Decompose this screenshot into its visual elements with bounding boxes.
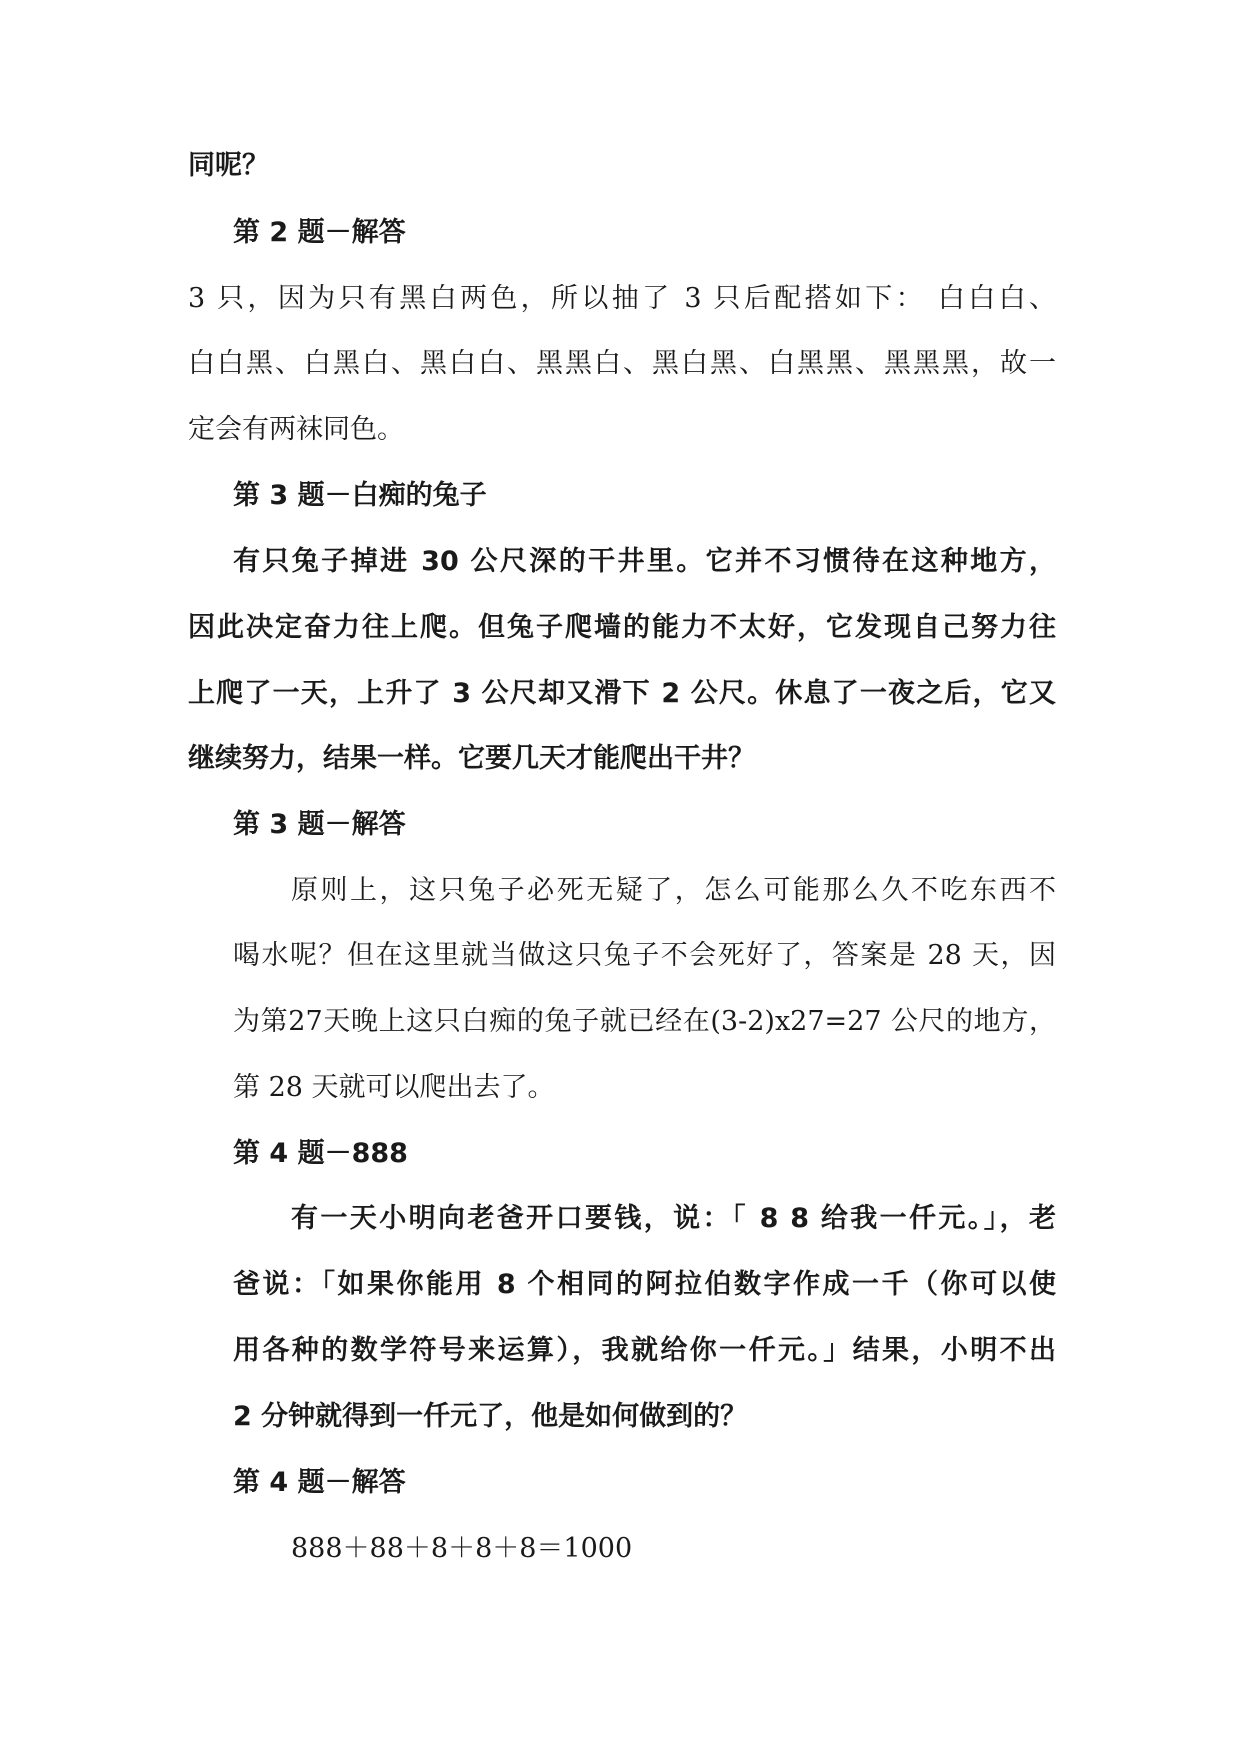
q4-question-line-3: 用各种的数学符号来运算），我就给你一仟元。」结果，小明不出 — [233, 1335, 1056, 1366]
q3-answer-line-4: 第 28 天就可以爬出去了。 — [233, 1072, 555, 1103]
heading-q3: 第 3 题－白痴的兔子 — [233, 480, 487, 511]
q4-question-line-1: 有一天小明向老爸开口要钱，说：「 8 8 给我一仟元。」，老 — [291, 1203, 1056, 1234]
continued-question-text: 同呢？ — [188, 150, 269, 181]
q4-answer-equation: 888＋88＋8＋8＋8＝1000 — [291, 1533, 633, 1564]
q3-question-line-3: 上爬了一天，上升了 3 公尺却又滑下 2 公尺。休息了一夜之后，它又 — [188, 678, 1056, 709]
q4-question-line-2: 爸说：「如果你能用 8 个相同的阿拉伯数字作成一千（你可以使 — [233, 1269, 1056, 1300]
q3-question-line-4: 继续努力，结果一样。它要几天才能爬出干井？ — [188, 743, 755, 774]
q3-answer-line-2: 喝水呢？但在这里就当做这只兔子不会死好了，答案是 28 天，因 — [233, 940, 1056, 971]
heading-q4: 第 4 题－888 — [233, 1138, 408, 1169]
q2-answer-line-1: 3 只，因为只有黑白两色，所以抽了 3 只后配搭如下： 白白白、 — [188, 283, 1056, 314]
q3-question-line-1: 有只兔子掉进 30 公尺深的干井里。它并不习惯待在这种地方， — [233, 546, 1056, 577]
q4-question-line-4: 2 分钟就得到一仟元了，他是如何做到的？ — [233, 1401, 748, 1432]
heading-q4-answer: 第 4 题－解答 — [233, 1467, 406, 1498]
heading-q3-answer: 第 3 题－解答 — [233, 809, 406, 840]
q2-answer-line-3: 定会有两袜同色。 — [188, 414, 404, 445]
q3-answer-line-1: 原则上，这只兔子必死无疑了，怎么可能那么久不吃东西不 — [291, 875, 1056, 906]
q3-answer-line-3: 为第27天晚上这只白痴的兔子就已经在(3-2)x27=27 公尺的地方， — [233, 1006, 1056, 1037]
heading-q2-answer: 第 2 题－解答 — [233, 217, 406, 248]
q3-question-line-2: 因此决定奋力往上爬。但兔子爬墙的能力不太好，它发现自己努力往 — [188, 612, 1056, 643]
q2-answer-line-2: 白白黑、白黑白、黑白白、黑黑白、黑白黑、白黑黑、黑黑黑，故一 — [188, 348, 1056, 379]
